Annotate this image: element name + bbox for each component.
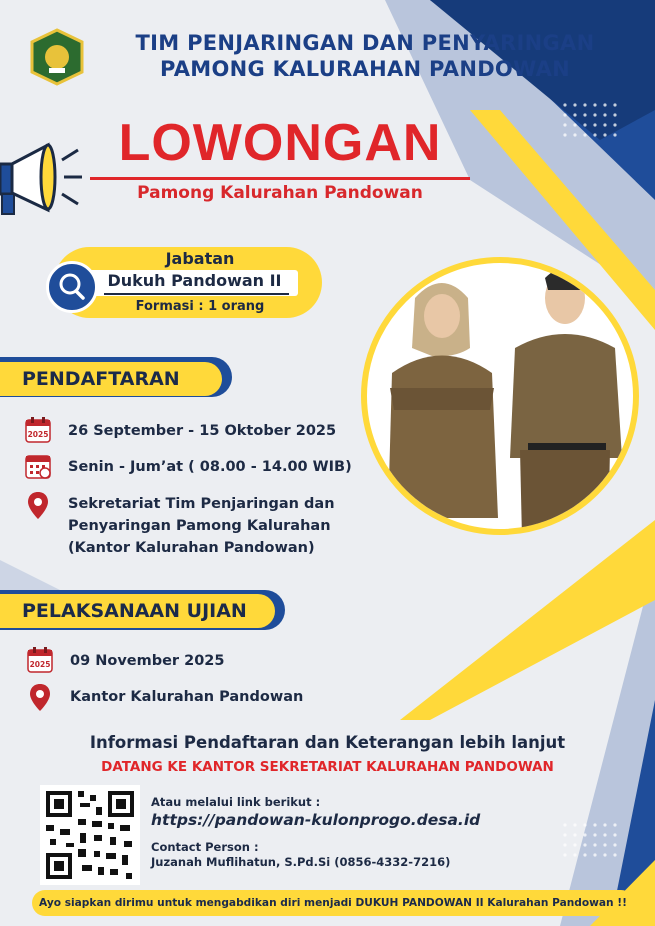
- exam-calendar-icon: [27, 647, 53, 673]
- pendaftaran-schedule: Senin - Jum’at ( 08.00 - 14.00 WIB): [68, 459, 352, 475]
- kalurahan-logo: [30, 28, 84, 86]
- jabatan-formasi: Formasi : 1 orang: [135, 299, 265, 314]
- ujian-heading: PELAKSANAAN UJIAN: [0, 594, 275, 628]
- headline-title: LOWONGAN: [118, 114, 442, 172]
- jabatan-label: Jabatan: [165, 249, 235, 268]
- megaphone-icon: [0, 140, 86, 220]
- ujian-date: 09 November 2025: [70, 653, 225, 669]
- footer-banner: Ayo siapkan dirimu untuk mengabdikan diri menjadi DUKUH PANDOWAN II Kalurahan Pandowan !!: [32, 890, 634, 916]
- registration-link[interactable]: https://pandowan-kulonprogo.desa.id: [151, 811, 481, 829]
- header-title: [95, 30, 635, 82]
- pendaftaran-location-line1: Sekretariat Tim Penjaringan dan: [68, 496, 335, 512]
- info-office-notice: DATANG KE KANTOR SEKRETARIAT KALURAHAN PANDOWAN: [101, 759, 554, 775]
- location-pin-icon: [27, 491, 49, 521]
- search-icon: [49, 264, 95, 310]
- pendaftaran-date: 26 September - 15 Oktober 2025: [68, 423, 337, 439]
- pendaftaran-location: [68, 493, 335, 559]
- headline-subtitle: Pamong Kalurahan Pandowan: [137, 183, 423, 203]
- header-title-line1: TIM PENJARINGAN DAN PENYARINGAN: [135, 31, 595, 55]
- pendaftaran-heading: PENDAFTARAN: [0, 362, 222, 396]
- schedule-calendar-icon: [25, 453, 51, 479]
- qr-code[interactable]: [40, 785, 140, 885]
- pendaftaran-location-line3: (Kantor Kalurahan Pandowan): [68, 540, 315, 556]
- jabatan-value: Dukuh Pandowan II: [107, 271, 282, 290]
- contact-person: Juzanah Muflihatun, S.Pd.Si (0856-4332-7216): [151, 855, 451, 869]
- ujian-location: Kantor Kalurahan Pandowan: [70, 689, 304, 705]
- header-title-line2: PAMONG KALURAHAN PANDOWAN: [159, 57, 571, 81]
- pendaftaran-location-line2: Penyaringan Pamong Kalurahan: [68, 518, 331, 534]
- jabatan-underline: [104, 293, 289, 295]
- officials-photo: [360, 238, 640, 558]
- calendar-year: 2025: [27, 430, 49, 439]
- contact-label: Contact Person :: [151, 840, 259, 854]
- link-label: Atau melalui link berikut :: [151, 795, 321, 809]
- info-title: Informasi Pendaftaran dan Keterangan lebih lanjut: [89, 733, 566, 752]
- calendar-icon: [25, 417, 51, 443]
- exam-location-pin-icon: [29, 683, 51, 713]
- headline-underline: [90, 177, 470, 180]
- exam-calendar-year: 2025: [29, 660, 51, 669]
- search-icon-badge: [46, 261, 98, 313]
